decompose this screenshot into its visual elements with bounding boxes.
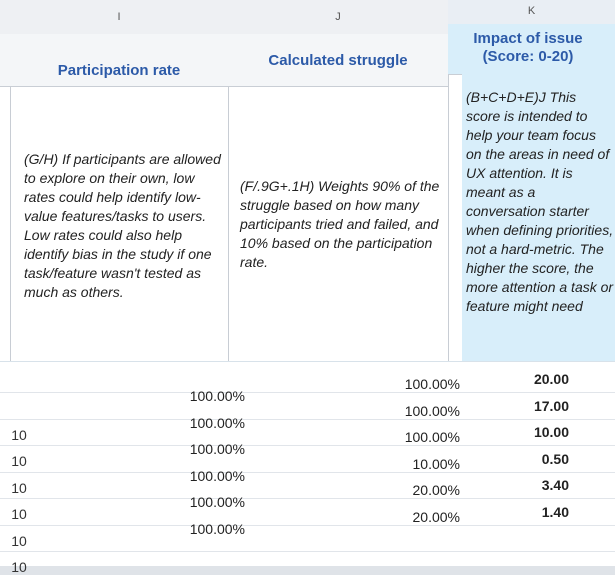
participation-rate-cell[interactable]: 100.00% xyxy=(189,521,245,537)
calculated-struggle-cell[interactable]: 10.00% xyxy=(412,456,460,472)
participation-description: (G/H) If participants are allowed to explore on their own, low rates could help identify low-value features/tasks to users. Low rates could also help identify bias in the study if one task/feature wasn't tested as much as others. xyxy=(24,151,221,300)
impact-score-cell[interactable]: 3.40 xyxy=(541,477,569,493)
participation-rate-cell[interactable]: 100.00% xyxy=(189,388,245,404)
header-impact-label: Impact of issue (Score: 0-20) xyxy=(473,30,583,65)
impact-description: (B+C+D+E)J This score is intended to help your team focus on the areas in need of UX attention. It is meant as a conversation starter when defining priorities, not a hard-metric. The higher the score, the more attention a task or feature might need xyxy=(466,89,614,314)
header-participation-label: Participation rate xyxy=(57,62,181,79)
participation-rate-cell[interactable]: 100.00% xyxy=(189,468,245,484)
column-header-k[interactable]: K xyxy=(448,0,615,35)
row-number[interactable]: 10 xyxy=(11,427,27,443)
calculated-struggle-cell[interactable]: 20.00% xyxy=(412,509,460,525)
impact-score-cell[interactable]: 10.00 xyxy=(533,424,569,440)
row-number[interactable]: 10 xyxy=(11,533,27,549)
row-number[interactable]: 10 xyxy=(11,559,27,575)
calculated-struggle-cell[interactable]: 20.00% xyxy=(412,482,460,498)
impact-score-cell[interactable]: 17.00 xyxy=(533,398,569,414)
header-cell-participation[interactable] xyxy=(10,34,229,87)
row-number[interactable]: 10 xyxy=(11,480,27,496)
struggle-description: (F/.9G+.1H) Weights 90% of the struggle based on how many participants tried and failed, and 10% based on the participation rate. xyxy=(240,178,440,270)
header-cell-struggle[interactable] xyxy=(228,34,449,87)
row-number[interactable]: 10 xyxy=(11,453,27,469)
impact-score-cell[interactable]: 0.50 xyxy=(541,451,569,467)
impact-score-cell[interactable]: 20.00 xyxy=(533,371,569,387)
calculated-struggle-cell[interactable]: 100.00% xyxy=(404,403,460,419)
participation-rate-cell[interactable]: 100.00% xyxy=(189,494,245,510)
calculated-struggle-cell[interactable]: 100.00% xyxy=(404,376,460,392)
participation-rate-cell[interactable]: 100.00% xyxy=(189,415,245,431)
header-cell-impact[interactable] xyxy=(448,24,615,75)
row-number[interactable]: 10 xyxy=(11,506,27,522)
column-header-j[interactable]: J xyxy=(228,0,449,35)
column-header-i[interactable]: I xyxy=(10,0,229,35)
calculated-struggle-cell[interactable]: 100.00% xyxy=(404,429,460,445)
impact-score-cell[interactable]: 1.40 xyxy=(541,504,569,520)
participation-rate-cell[interactable]: 100.00% xyxy=(189,441,245,457)
header-struggle-label: Calculated struggle xyxy=(268,52,408,69)
